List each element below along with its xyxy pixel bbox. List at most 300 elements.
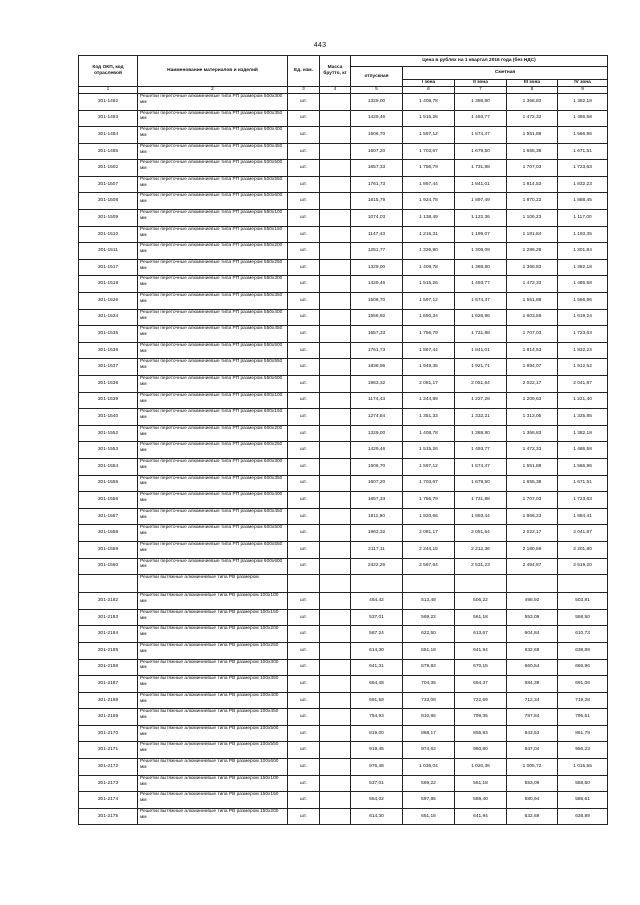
price-zone-1: 569,22 <box>403 609 455 626</box>
price-zone-4: 586,61 <box>558 792 608 809</box>
price-otpusknaya: 537,01 <box>351 775 403 792</box>
item-code: 301-1511 <box>79 243 138 260</box>
price-zone-2: 2 531,23 <box>455 558 507 575</box>
item-mass <box>320 143 351 160</box>
column-number: 5 <box>351 87 403 94</box>
item-name: Решетки переточные алюминиевые типа РП размером 600х250 мм <box>138 442 288 459</box>
price-zone-2: 1 731,88 <box>455 326 507 343</box>
item-name: Решетки вытяжные алюминиевые типа РВ размером 100х350 мм <box>138 676 288 693</box>
header-zone-4: IV зона <box>558 80 608 87</box>
table-row <box>79 193 608 210</box>
item-code: 301-1536 <box>79 342 138 359</box>
price-zone-1: 1 216,31 <box>403 226 455 243</box>
rv-rows <box>79 593 608 825</box>
column-number: 6 <box>403 87 455 94</box>
header-zone-1: I зона <box>403 80 455 87</box>
price-otpusknaya: 1963,32 <box>351 525 403 542</box>
table-row <box>79 309 608 326</box>
price-zone-4: 1 888,45 <box>558 193 608 210</box>
item-code: 301-2175 <box>79 808 138 825</box>
table-row <box>79 792 608 809</box>
item-mass <box>320 293 351 310</box>
item-name: Решетки переточные алюминиевые типа РП размером 500х400 мм <box>138 127 288 144</box>
price-zone-3: 1 005,72 <box>507 759 558 776</box>
price-zone-4: 1 193,35 <box>558 226 608 243</box>
item-name: Решетки вытяжные алюминиевые типа РВ размером 100х600 мм <box>138 759 288 776</box>
price-zone-2: 694,37 <box>455 676 507 693</box>
price-zone-4: 1 382,18 <box>558 93 608 110</box>
item-unit: шт. <box>288 508 320 525</box>
table-row <box>79 458 608 475</box>
price-zone-2: 1 574,47 <box>455 458 507 475</box>
item-unit: шт. <box>288 243 320 260</box>
price-zone-1: 974,62 <box>403 742 455 759</box>
item-code: 301-1510 <box>79 226 138 243</box>
price-zone-4: 1 723,63 <box>558 160 608 177</box>
item-unit: шт. <box>288 775 320 792</box>
price-otpusknaya: 1963,32 <box>351 376 403 393</box>
price-zone-2: 670,15 <box>455 659 507 676</box>
item-mass <box>320 475 351 492</box>
item-code: 301-1517 <box>79 259 138 276</box>
price-zone-1: 651,18 <box>403 808 455 825</box>
item-name: Решетки переточные алюминиевые типа РП размером 600х450 мм <box>138 508 288 525</box>
price-zone-2: 641,94 <box>455 642 507 659</box>
item-mass <box>320 259 351 276</box>
item-name: Решетки переточные алюминиевые типа РП размером 600х300 мм <box>138 458 288 475</box>
item-unit: шт. <box>288 342 320 359</box>
item-mass <box>320 425 351 442</box>
header-zone-2: II зона <box>455 80 507 87</box>
item-unit: шт. <box>288 692 320 709</box>
price-zone-3: 660,54 <box>507 659 558 676</box>
price-zone-4: 1 566,96 <box>558 458 608 475</box>
item-name: Решетки переточные алюминиевые типа РП размером 600х400 мм <box>138 492 288 509</box>
table-row <box>79 226 608 243</box>
price-zone-2: 722,69 <box>455 692 507 709</box>
item-name: Решетки переточные алюминиевые типа РП размером 550х250 мм <box>138 259 288 276</box>
item-mass <box>320 110 351 127</box>
item-unit: шт. <box>288 626 320 643</box>
price-zone-3: 632,69 <box>507 808 558 825</box>
price-zone-2: 1 841,01 <box>455 176 507 193</box>
price-zone-1: 651,18 <box>403 642 455 659</box>
item-name: Решетки вытяжные алюминиевые типа РВ размером 100х400 мм <box>138 692 288 709</box>
item-mass <box>320 508 351 525</box>
price-zone-1: 1 597,12 <box>403 458 455 475</box>
table-row <box>79 425 608 442</box>
price-zone-2: 641,94 <box>455 808 507 825</box>
page-number: 443 <box>313 42 327 49</box>
item-code: 301-2172 <box>79 759 138 776</box>
item-unit: шт. <box>288 226 320 243</box>
price-zone-1: 1 326,90 <box>403 243 455 260</box>
item-mass <box>320 193 351 210</box>
item-code: 301-2174 <box>79 792 138 809</box>
price-zone-2: 1 731,88 <box>455 492 507 509</box>
item-name: Решетки вытяжные алюминиевые типа РВ размером 100х200 мм <box>138 626 288 643</box>
price-zone-1: 1 756,79 <box>403 492 455 509</box>
price-zone-3: 1 603,58 <box>507 309 558 326</box>
price-zone-4: 1 325,85 <box>558 409 608 426</box>
price-otpusknaya: 1274,84 <box>351 409 403 426</box>
price-zone-3: 1 894,07 <box>507 359 558 376</box>
price-zone-4: 1 486,58 <box>558 110 608 127</box>
item-unit: шт. <box>288 558 320 575</box>
item-mass <box>320 176 351 193</box>
price-zone-2: 1 493,77 <box>455 442 507 459</box>
price-otpusknaya: 764,93 <box>351 709 403 726</box>
item-code: 301-1535 <box>79 326 138 343</box>
item-mass <box>320 659 351 676</box>
item-unit: шт. <box>288 759 320 776</box>
price-zone-3: 1 870,22 <box>507 193 558 210</box>
price-zone-2: 1 921,71 <box>455 359 507 376</box>
price-zone-4: 2 041,87 <box>558 525 608 542</box>
price-zone-3: 498,92 <box>507 593 558 610</box>
price-zone-2: 1 388,80 <box>455 93 507 110</box>
item-unit: шт. <box>288 376 320 393</box>
table-row <box>79 659 608 676</box>
price-otpusknaya: 587,24 <box>351 626 403 643</box>
price-zone-3: 1 106,23 <box>507 210 558 227</box>
item-unit: шт. <box>288 525 320 542</box>
item-unit: шт. <box>288 210 320 227</box>
section-title: Решетки вытяжные алюминиевые типа РВ размером <box>138 575 288 593</box>
item-name: Решетки вытяжные алюминиевые типа РВ размером 100х500 мм <box>138 725 288 742</box>
price-zone-2: 1 122,36 <box>455 210 507 227</box>
table-row <box>79 692 608 709</box>
item-code: 301-1539 <box>79 392 138 409</box>
price-zone-4: 2 201,80 <box>558 541 608 558</box>
item-unit: шт. <box>288 127 320 144</box>
item-code: 301-2188 <box>79 692 138 709</box>
price-zone-4: 610,73 <box>558 626 608 643</box>
item-mass <box>320 792 351 809</box>
price-zone-4: 638,89 <box>558 642 608 659</box>
item-name: Решетки переточные алюминиевые типа РП размером 600х100 мм <box>138 392 288 409</box>
price-otpusknaya: 1074,03 <box>351 210 403 227</box>
price-zone-2: 1 679,50 <box>455 143 507 160</box>
item-code: 301-1560 <box>79 558 138 575</box>
price-zone-4: 1 301,84 <box>558 243 608 260</box>
table-row <box>79 742 608 759</box>
item-code: 301-1502 <box>79 160 138 177</box>
price-zone-2: 1 388,80 <box>455 425 507 442</box>
item-code: 301-1537 <box>79 359 138 376</box>
price-zone-3: 1 289,28 <box>507 243 558 260</box>
price-zone-4: 2 519,20 <box>558 558 608 575</box>
price-zone-2: 613,67 <box>455 626 507 643</box>
item-code: 301-1526 <box>79 293 138 310</box>
price-zone-1: 733,09 <box>403 692 455 709</box>
price-zone-3: 1 655,38 <box>507 143 558 160</box>
column-number: 1 <box>79 87 138 94</box>
price-zone-1: 1 756,79 <box>403 160 455 177</box>
table-row <box>79 359 608 376</box>
price-otpusknaya: 1429,46 <box>351 110 403 127</box>
table-row <box>79 475 608 492</box>
table-row <box>79 642 608 659</box>
item-unit: шт. <box>288 93 320 110</box>
item-mass <box>320 409 351 426</box>
item-name: Решетки переточные алюминиевые типа РП размером 550х200 мм <box>138 243 288 260</box>
item-code: 301-1552 <box>79 425 138 442</box>
item-unit: шт. <box>288 143 320 160</box>
item-unit: шт. <box>288 309 320 326</box>
price-zone-4: 1 884,41 <box>558 508 608 525</box>
price-zone-2: 1 332,21 <box>455 409 507 426</box>
price-zone-3: 580,94 <box>507 792 558 809</box>
header-mass: Масса брутто, кг <box>320 56 351 87</box>
item-unit: шт. <box>288 541 320 558</box>
item-unit: шт. <box>288 425 320 442</box>
price-zone-1: 1 597,12 <box>403 293 455 310</box>
item-code: 301-2171 <box>79 742 138 759</box>
item-unit: шт. <box>288 176 320 193</box>
item-mass <box>320 127 351 144</box>
item-mass <box>320 458 351 475</box>
item-code: 301-1559 <box>79 541 138 558</box>
price-zone-1: 2 567,64 <box>403 558 455 575</box>
price-zone-1: 2 244,15 <box>403 541 455 558</box>
price-otpusknaya: 1811,90 <box>351 508 403 525</box>
table-row <box>79 326 608 343</box>
table-row <box>79 676 608 693</box>
item-code: 301-2169 <box>79 709 138 726</box>
item-mass <box>320 376 351 393</box>
price-otpusknaya: 1556,92 <box>351 309 403 326</box>
price-otpusknaya: 919,45 <box>351 742 403 759</box>
item-mass <box>320 309 351 326</box>
section-header <box>79 575 608 593</box>
item-code: 301-1553 <box>79 442 138 459</box>
price-zone-4: 1 486,58 <box>558 276 608 293</box>
item-mass <box>320 808 351 825</box>
item-name: Решетки переточные алюминиевые типа РП размером 600х200 мм <box>138 425 288 442</box>
price-zone-3: 1 707,03 <box>507 160 558 177</box>
item-code: 301-1556 <box>79 492 138 509</box>
item-unit: шт. <box>288 725 320 742</box>
table-row <box>79 342 608 359</box>
price-zone-1: 1 138,49 <box>403 210 455 227</box>
table-row <box>79 442 608 459</box>
price-zone-2: 1 493,77 <box>455 110 507 127</box>
item-code: 301-1507 <box>79 176 138 193</box>
header-price-group: Цена в рублях на 1 квартал 2016 года (без НДС) <box>351 56 608 67</box>
price-zone-4: 795,51 <box>558 709 608 726</box>
price-zone-1: 1 756,79 <box>403 326 455 343</box>
item-name: Решетки переточные алюминиевые типа РП размером 500х350 мм <box>138 110 288 127</box>
price-zone-2: 1 199,07 <box>455 226 507 243</box>
price-otpusknaya: 1147,43 <box>351 226 403 243</box>
table-row <box>79 210 608 227</box>
item-name: Решетки переточные алюминиевые типа РП размером 600х500 мм <box>138 525 288 542</box>
price-otpusknaya: 1174,43 <box>351 392 403 409</box>
price-zone-4: 666,96 <box>558 659 608 676</box>
table-row <box>79 709 608 726</box>
price-otpusknaya: 1838,96 <box>351 359 403 376</box>
item-unit: шт. <box>288 193 320 210</box>
rp-rows <box>79 93 608 574</box>
price-zone-3: 2 180,59 <box>507 541 558 558</box>
price-zone-4: 719,28 <box>558 692 608 709</box>
item-name: Решетки вытяжные алюминиевые типа РВ размером 150х150 мм <box>138 792 288 809</box>
price-zone-2: 1 893,44 <box>455 508 507 525</box>
item-code: 301-2183 <box>79 609 138 626</box>
price-zone-1: 1 650,34 <box>403 309 455 326</box>
price-zone-4: 1 723,63 <box>558 326 608 343</box>
price-zone-4: 1 221,40 <box>558 392 608 409</box>
item-unit: шт. <box>288 409 320 426</box>
item-unit: шт. <box>288 259 320 276</box>
price-otpusknaya: 1657,33 <box>351 160 403 177</box>
price-zone-2: 1 227,29 <box>455 392 507 409</box>
item-code: 301-1534 <box>79 309 138 326</box>
item-name: Решетки переточные алюминиевые типа РП размером 600х150 мм <box>138 409 288 426</box>
price-otpusknaya: 614,30 <box>351 808 403 825</box>
item-name: Решетки переточные алюминиевые типа РП размером 550х350 мм <box>138 293 288 310</box>
price-otpusknaya: 1329,00 <box>351 425 403 442</box>
price-zone-4: 851,78 <box>558 725 608 742</box>
price-otpusknaya: 1329,00 <box>351 93 403 110</box>
price-zone-1: 1 515,26 <box>403 276 455 293</box>
column-number: 8 <box>507 87 558 94</box>
price-zone-4: 1 619,24 <box>558 309 608 326</box>
price-zone-3: 947,04 <box>507 742 558 759</box>
price-zone-3: 2 494,87 <box>507 558 558 575</box>
item-mass <box>320 626 351 643</box>
item-mass <box>320 709 351 726</box>
price-otpusknaya: 2422,26 <box>351 558 403 575</box>
item-mass <box>320 775 351 792</box>
item-name: Решетки переточные алюминиевые типа РП размером 550х500 мм <box>138 342 288 359</box>
item-mass <box>320 742 351 759</box>
table-row <box>79 160 608 177</box>
item-unit: шт. <box>288 160 320 177</box>
item-code: 301-2170 <box>79 725 138 742</box>
item-name: Решетки переточные алюминиевые типа РП размером 550х450 мм <box>138 326 288 343</box>
price-zone-4: 1 912,52 <box>558 359 608 376</box>
table-row <box>79 525 608 542</box>
item-mass <box>320 676 351 693</box>
item-name: Решетки вытяжные алюминиевые типа РВ размером 100х300 мм <box>138 659 288 676</box>
price-zone-1: 2 081,17 <box>403 525 455 542</box>
price-zone-1: 1 035,04 <box>403 759 455 776</box>
price-zone-3: 1 655,38 <box>507 475 558 492</box>
item-unit: шт. <box>288 609 320 626</box>
price-zone-3: 632,69 <box>507 642 558 659</box>
column-number: 9 <box>558 87 608 94</box>
table-row <box>79 775 608 792</box>
price-zone-2: 1 897,49 <box>455 193 507 210</box>
item-name: Решетки переточные алюминиевые типа РП размером 500х450 мм <box>138 143 288 160</box>
price-zone-3: 553,09 <box>507 775 558 792</box>
price-zone-1: 1 924,78 <box>403 193 455 210</box>
table-row <box>79 593 608 610</box>
price-zone-2: 1 308,09 <box>455 243 507 260</box>
price-zone-1: 1 920,66 <box>403 508 455 525</box>
header-unit: Ед. изм. <box>288 56 320 87</box>
item-code: 301-1482 <box>79 93 138 110</box>
table-row <box>79 409 608 426</box>
price-zone-3: 604,84 <box>507 626 558 643</box>
price-otpusknaya: 664,48 <box>351 676 403 693</box>
price-otpusknaya: 1251,77 <box>351 243 403 260</box>
item-unit: шт. <box>288 276 320 293</box>
price-otpusknaya: 641,31 <box>351 659 403 676</box>
price-zone-4: 1 015,55 <box>558 759 608 776</box>
price-zone-1: 2 081,17 <box>403 376 455 393</box>
price-zone-2: 2 051,64 <box>455 525 507 542</box>
header-smetnaya: Сметная <box>403 67 608 80</box>
table-row <box>79 558 608 575</box>
item-code: 301-1557 <box>79 508 138 525</box>
item-mass <box>320 759 351 776</box>
price-zone-4: 503,81 <box>558 593 608 610</box>
item-unit: шт. <box>288 742 320 759</box>
item-name: Решетки вытяжные алюминиевые типа РВ размером 100х450 мм <box>138 709 288 726</box>
price-zone-3: 1 181,84 <box>507 226 558 243</box>
price-zone-1: 679,82 <box>403 659 455 676</box>
column-number-row <box>79 87 608 94</box>
item-name: Решетки переточные алюминиевые типа РП размером 550х100 мм <box>138 210 288 227</box>
table-row <box>79 293 608 310</box>
item-name: Решетки вытяжные алюминиевые типа РВ размером 100х100 мм <box>138 593 288 610</box>
price-zone-3: 787,84 <box>507 709 558 726</box>
item-name: Решетки переточные алюминиевые типа РП размером 550х400 мм <box>138 309 288 326</box>
price-otpusknaya: 1329,00 <box>351 259 403 276</box>
price-zone-4: 691,06 <box>558 676 608 693</box>
item-mass <box>320 593 351 610</box>
table-row <box>79 609 608 626</box>
item-code: 301-2184 <box>79 626 138 643</box>
price-zone-3: 1 368,83 <box>507 93 558 110</box>
price-otpusknaya: 976,48 <box>351 759 403 776</box>
item-code: 301-1554 <box>79 458 138 475</box>
price-zone-4: 956,23 <box>558 742 608 759</box>
table-row <box>79 725 608 742</box>
item-name: Решетки переточные алюминиевые типа РП размером 550х150 мм <box>138 226 288 243</box>
price-zone-2: 1 574,47 <box>455 293 507 310</box>
price-zone-3: 1 209,63 <box>507 392 558 409</box>
table-row <box>79 492 608 509</box>
price-zone-2: 799,35 <box>455 709 507 726</box>
price-zone-4: 1 566,96 <box>558 293 608 310</box>
table-row <box>79 127 608 144</box>
table-row <box>79 376 608 393</box>
item-mass <box>320 642 351 659</box>
price-zone-3: 2 022,17 <box>507 376 558 393</box>
price-zone-1: 1 703,67 <box>403 143 455 160</box>
price-zone-1: 1 597,12 <box>403 127 455 144</box>
item-mass <box>320 276 351 293</box>
item-mass <box>320 442 351 459</box>
item-unit: шт. <box>288 659 320 676</box>
price-zone-3: 1 814,53 <box>507 342 558 359</box>
price-otpusknaya: 1657,33 <box>351 326 403 343</box>
price-zone-2: 561,18 <box>455 609 507 626</box>
item-mass <box>320 525 351 542</box>
price-zone-3: 1 707,03 <box>507 492 558 509</box>
item-mass <box>320 210 351 227</box>
price-zone-2: 1 020,38 <box>455 759 507 776</box>
price-zone-4: 558,50 <box>558 609 608 626</box>
item-unit: шт. <box>288 458 320 475</box>
price-zone-4: 1 382,18 <box>558 259 608 276</box>
price-zone-1: 704,35 <box>403 676 455 693</box>
price-zone-2: 1 679,50 <box>455 475 507 492</box>
